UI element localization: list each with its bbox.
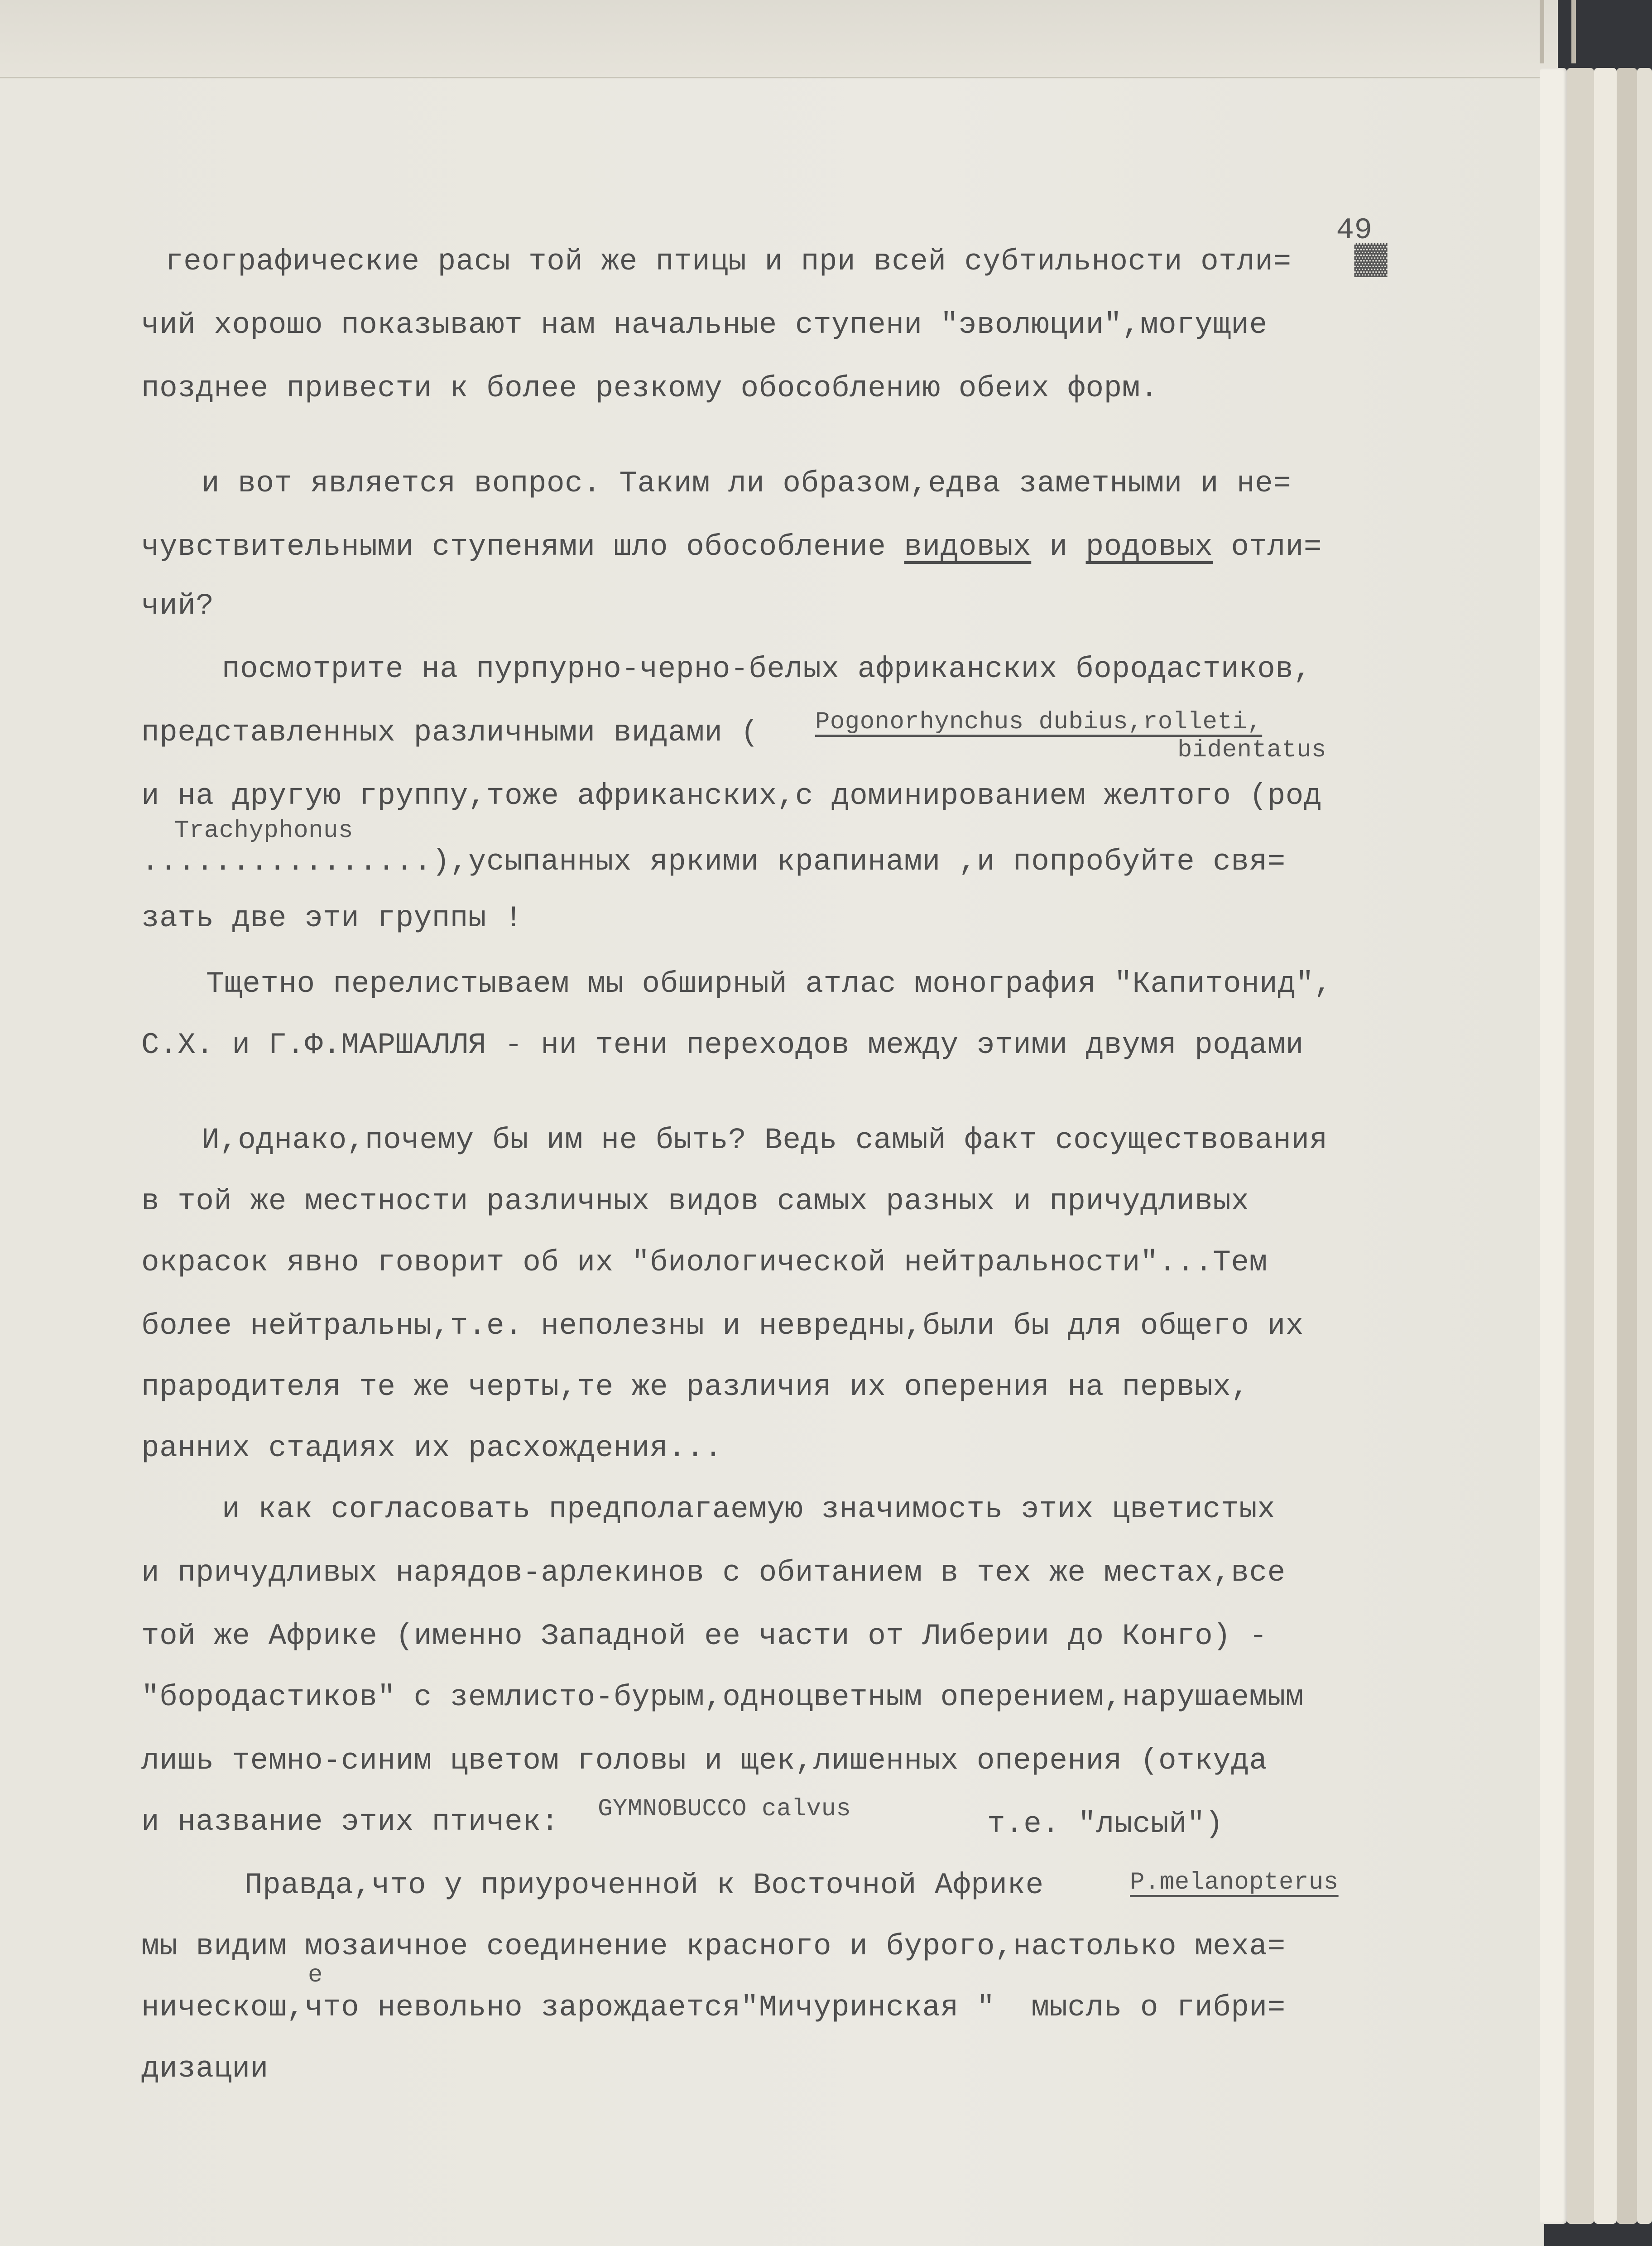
text-line: прародителя те же черты,те же различия их оперения на первых, — [141, 1370, 1249, 1404]
underlined-word-species: видовых — [904, 530, 1032, 564]
text-line: и на другую группу,тоже африканских,с доминированием желтого (род — [141, 779, 1322, 813]
text-line: лишь темно-синим цветом головы и щек,лишенных оперения (откуда — [141, 1744, 1268, 1778]
text-line: ................),усыпанных яркими крапинами ,и попробуйте свя= — [141, 845, 1286, 879]
text-line: мы видим мозаичное соединение красного и бурого,настолько меха= — [141, 1929, 1286, 1963]
handwritten-correction: е — [308, 1962, 323, 1989]
text-line: "бородастиков" с землисто-бурым,одноцветным оперением,нарушаемым — [141, 1680, 1304, 1714]
text-line: чий хорошо показывают нам начальные ступени "эволюции",могущие — [141, 308, 1268, 342]
paper-edge — [1637, 68, 1652, 2224]
text-line: С.Х. и Г.Ф.МАРШАЛЛЯ - ни тени переходов между этими двумя родами — [141, 1028, 1304, 1062]
latin-name-trachyphonus: Trachyphonus — [174, 817, 353, 845]
text-line: Правда,что у приуроченной к Восточной Африке — [245, 1868, 1044, 1902]
latin-name-pogonorhynchus: Pogonorhynchus dubius,rolleti, — [815, 708, 1263, 736]
text-line: ническош,что невольно зарождается"Мичуринская " мысль о гибри= — [141, 1991, 1286, 2025]
text-line-tail: т.е. "лысый") — [987, 1807, 1224, 1841]
text-line: в той же местности различных видов самых разных и причудливых — [141, 1184, 1249, 1218]
sheet-divider — [1571, 0, 1576, 63]
text-line: чувствительными ступенями шло обособление видовых и родовых отли= — [141, 530, 1322, 564]
latin-name-gymnobucco: GYMNOBUCCO calvus — [598, 1795, 851, 1823]
latin-name-melanopterus: P.melanopterus — [1130, 1869, 1339, 1896]
text-line: и причудливых нарядов-арлекинов с обитанием в тех же местах,все — [141, 1556, 1286, 1590]
text-line: более нейтральны,т.е. неполезны и невредны,были бы для общего их — [141, 1309, 1304, 1343]
paper-edge — [1594, 68, 1617, 2224]
text-line: окрасок явно говорит об их "биологической нейтральности"...Тем — [141, 1246, 1268, 1279]
latin-name-bidentatus: bidentatus — [1177, 736, 1327, 764]
text-line: ранних стадиях их расхождения... — [141, 1431, 723, 1465]
text-line: и название этих птичек: — [141, 1805, 559, 1839]
text-line: посмотрите на пурпурно-черно-белых африканских бородастиков, — [222, 652, 1312, 686]
text-line: географические расы той же птицы и при всей субтильности отли= — [165, 245, 1292, 279]
page-number-value: 49 — [1336, 213, 1373, 247]
paper-edge — [1617, 68, 1637, 2224]
text-line: зать две эти группы ! — [141, 901, 523, 935]
paper-edge — [1540, 68, 1567, 2224]
text-line: дизации — [141, 2052, 269, 2086]
text-line: чий? — [141, 589, 214, 623]
text-line: И,однако,почему бы им не быть? Ведь самый факт сосуществования — [202, 1123, 1328, 1157]
paper-edge — [1567, 68, 1594, 2224]
text-line: представленных различными видами ( — [141, 716, 759, 750]
top-paper-strip — [0, 0, 1558, 78]
sheet-divider — [1540, 0, 1544, 63]
text-line: и вот является вопрос. Таким ли образом,едва заметными и не= — [202, 467, 1292, 500]
text-line: позднее привести к более резкому обособлению обеих форм. — [141, 371, 1158, 405]
text-line: той же Африке (именно Западной ее части от Либерии до Конго) - — [141, 1619, 1268, 1653]
text-line: и как согласовать предполагаемую значимость этих цветистых — [222, 1492, 1276, 1526]
text-line: Тщетно перелистываем мы обширный атлас монография "Капитонид", — [206, 967, 1332, 1001]
page-number-strikeout: ▓▓ — [1354, 243, 1385, 277]
underlined-word-genus: родовых — [1085, 530, 1213, 564]
